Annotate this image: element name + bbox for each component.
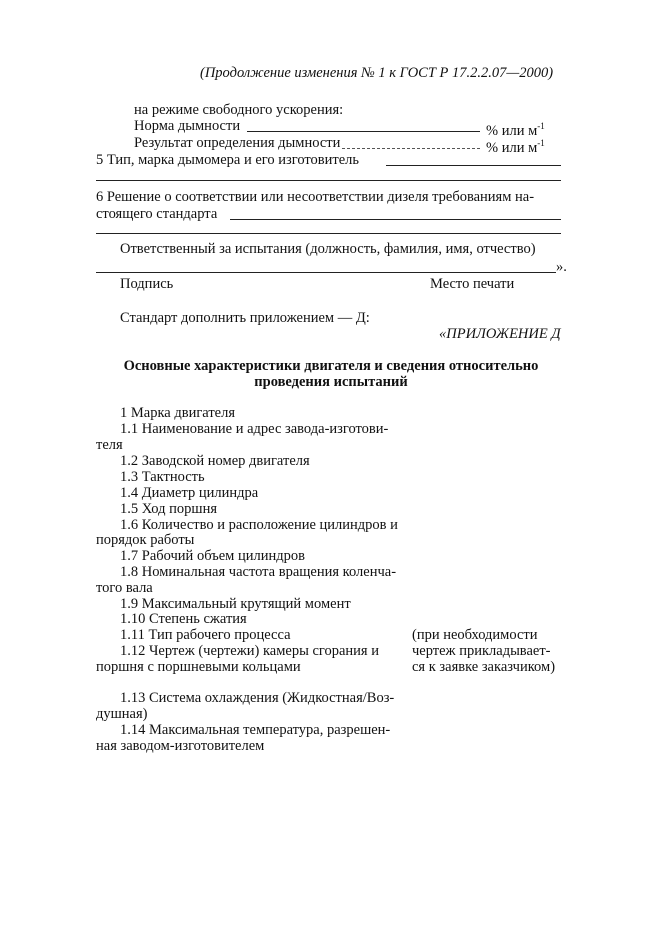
item-1-14a: 1.14 Максимальная температура, разрешен- <box>120 722 391 738</box>
responsible-field-line <box>96 272 556 273</box>
stamp-label: Место печати <box>430 276 515 292</box>
item-6-line2: стоящего стандарта <box>96 206 218 222</box>
item-5-field-line <box>386 165 561 166</box>
item-1-13a: 1.13 Система охлаждения (Жидкостная/Воз- <box>120 690 395 706</box>
note-line3: ся к заявке заказчиком) <box>412 659 556 675</box>
item-1-3: 1.3 Тактность <box>120 469 205 485</box>
item-6-extra-line <box>96 233 561 234</box>
supplement-text: Стандарт дополнить приложением — Д: <box>120 310 370 326</box>
item-1-4: 1.4 Диаметр цилиндра <box>120 485 259 501</box>
item-1-8b: того вала <box>96 580 153 596</box>
item-1-11: 1.11 Тип рабочего процесса <box>120 627 291 643</box>
item-1-13b: душная) <box>96 706 148 722</box>
smoke-norm-label: Норма дымности <box>134 118 241 134</box>
note-line1: (при необходимости <box>412 627 538 643</box>
item-1-1b: теля <box>96 437 123 453</box>
item-1-1a: 1.1 Наименование и адрес завода-изготови- <box>120 421 389 437</box>
smoke-result-unit: % или $м^{-1}$ <box>486 138 545 156</box>
item-5-extra-line <box>96 180 561 181</box>
item-1: 1 Марка двигателя <box>120 405 236 421</box>
item-1-6a: 1.6 Количество и расположение цилиндров и <box>120 517 398 533</box>
free-acceleration-label: на режиме свободного ускорения: <box>134 102 344 118</box>
item-1-12b: поршня с поршневыми кольцами <box>96 659 301 675</box>
signature-label: Подпись <box>120 276 174 292</box>
smoke-result-label: Результат определения дымности <box>134 135 341 151</box>
appendix-title-line2: проведения испытаний <box>254 374 408 390</box>
item-5-label: 5 Тип, марка дымомера и его изготовитель <box>96 152 360 168</box>
item-1-14b: ная заводом-изготовителем <box>96 738 265 754</box>
note-line2: чертеж прикладывает- <box>412 643 551 659</box>
item-1-12a: 1.12 Чертеж (чертежи) камеры сгорания и <box>120 643 379 659</box>
closing-quote: ». <box>556 259 567 275</box>
item-6-line1: 6 Решение о соответствии или несоответствии дизеля требованиям на- <box>96 189 535 205</box>
item-1-6b: порядок работы <box>96 532 195 548</box>
smoke-norm-field-line <box>247 131 480 132</box>
item-1-7: 1.7 Рабочий объем цилиндров <box>120 548 305 564</box>
smoke-result-field-line <box>342 148 480 149</box>
appendix-title-line1: Основные характеристики двигателя и сведения относительно <box>123 358 539 374</box>
item-6-field-line <box>230 219 561 220</box>
item-1-2: 1.2 Заводской номер двигателя <box>120 453 310 469</box>
smoke-norm-unit: % или $м^{-1}$ <box>486 121 545 139</box>
item-1-8a: 1.8 Номинальная частота вращения коленча- <box>120 564 397 580</box>
page-header: (Продолжение изменения № 1 к ГОСТ Р 17.2.2.07—2000) <box>200 65 554 81</box>
item-1-5: 1.5 Ход поршня <box>120 501 217 517</box>
item-1-9: 1.9 Максимальный крутящий момент <box>120 596 351 612</box>
responsible-label: Ответственный за испытания (должность, фамилия, имя, отчество) <box>120 241 536 257</box>
item-1-10: 1.10 Степень сжатия <box>120 611 247 627</box>
appendix-label: «ПРИЛОЖЕНИЕ Д <box>439 326 561 342</box>
